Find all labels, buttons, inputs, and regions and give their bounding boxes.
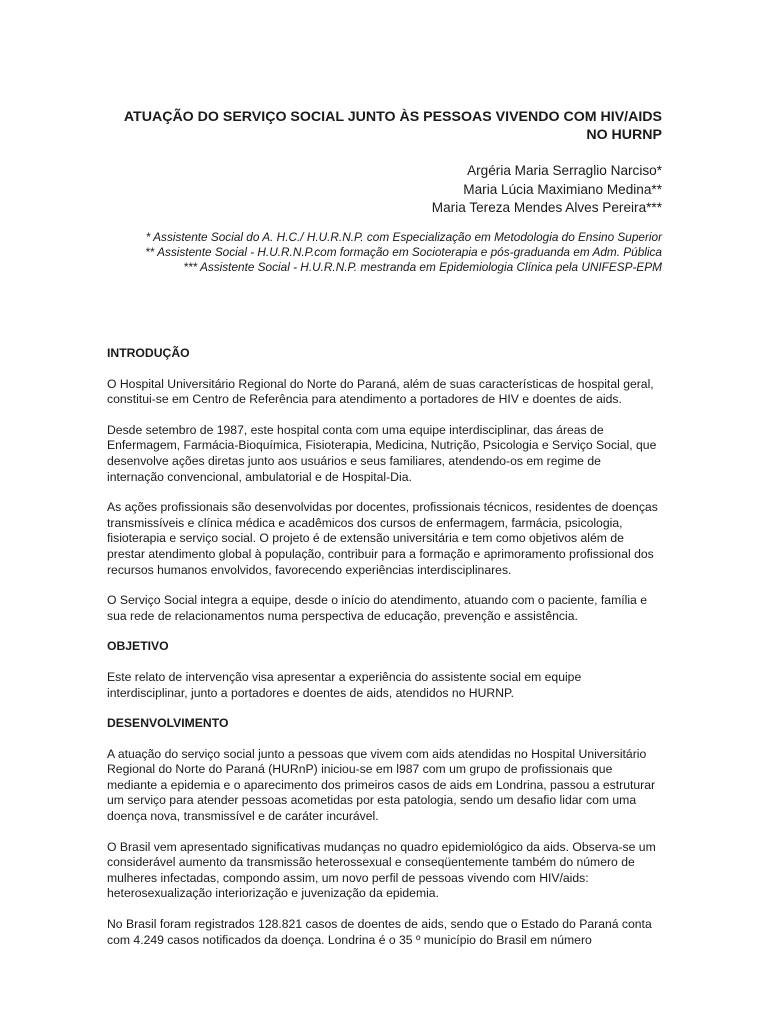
author-list [300,162,662,218]
paragraph: O Serviço Social integra a equipe, desde o início do atendimento, atuando com o paciente, família e sua rede de relacionamentos numa perspectiva de educação, prevenção e assistência. [107,593,647,623]
section-heading-desenvolvimento: DESENVOLVIMENTO [107,716,229,731]
affiliation-note: ** Assistente Social - H.U.R.N.P.com formação em Socioterapia e pós-graduanda em Adm. Pública [145,245,662,260]
affiliation-note: * Assistente Social do A. H.C./ H.U.R.N.P. com Especialização em Metodologia do Ensino Superior [145,230,662,244]
section-heading-objetivo: OBJETIVO [107,639,169,654]
paragraph: Este relato de intervenção visa apresentar a experiência do assistente social em equipe interdisciplinar, junto a portadores e doentes de aids, atendidos no HURNP. [107,669,582,700]
document-body [107,346,659,963]
paragraph: O Brasil vem apresentado significativas mudanças no quadro epidemiológico da aids. Observa-se um considerável aumento da transmissão heterossexual e conseqüentemente também do número de mulheres infectadas, compondo assim, um novo perfil de pessoas vivendo com HIV/aids: heterosexualização interiorização e juvenização da epidemia. [107,839,656,901]
paragraph: A atuação do serviço social junto a pessoas que vivem com aids atendidas no Hospital Universitário Regional do Norte do Paraná (HURnP) iniciou-se em l987 com um grupo de profissionais que mediante a epidemia e o aparecimento dos primeiros casos de aids em Londrina, passou a estruturar um serviço para atender pessoas acometidas por esta patologia, sendo um desafio lidar com uma doença nova, transmissível e de caráter incurável. [107,746,656,824]
author-name: Maria Tereza Mendes Alves Pereira*** [431,200,662,215]
affiliation-notes [100,230,662,276]
section-heading-introducao: INTRODUÇÃO [107,346,190,360]
paragraph: O Hospital Universitário Regional do Norte do Paraná, além de suas características de hospital geral, constitui-se em Centro de Referência para atendimento a portadores de HIV e doentes de aids. [107,376,654,407]
affiliation-note: *** Assistente Social - H.U.R.N.P. mestranda em Epidemiologia Clínica pela UNIFESP-EPM [183,260,662,275]
paragraph: No Brasil foram registrados 128.821 casos de doentes de aids, sendo que o Estado do Paraná conta com 4.249 casos notificados da doença. Londrina é o 35 º município do Brasil em número [107,917,652,947]
paragraph: Desde setembro de 1987, este hospital conta com uma equipe interdisciplinar, das áreas de Enfermagem, Farmácia-Bioquímica, Fisioterapia, Medicina, Nutrição, Psicologia e Serviço Social, que desenvolve ações diretas junto aos usuários e seus familiares, atendendo-os em regime de internação convencional, ambulatorial e de Hospital-Dia. [107,422,657,484]
author-name: Argéria Maria Serraglio Narciso* [467,163,662,178]
paragraph: As ações profissionais são desenvolvidas por docentes, profissionais técnicos, residentes de doenças transmissíveis e clínica médica e acadêmicos dos cursos de enfermagem, farmácia, psicologia, fisioterapia e serviço social. O projeto é de extensão universitária e tem como objetivos além de prestar atendimento global à população, contribuir para a formação e aprimoramento profissional dos recursos humanos envolvidos, favorecendo experiências interdisciplinares. [107,500,658,577]
document-title: ATUAÇÃO DO SERVIÇO SOCIAL JUNTO ÀS PESSOAS VIVENDO COM HIV/AIDS NO HURNP [123,109,662,143]
author-name: Maria Lúcia Maximiano Medina** [463,181,662,197]
